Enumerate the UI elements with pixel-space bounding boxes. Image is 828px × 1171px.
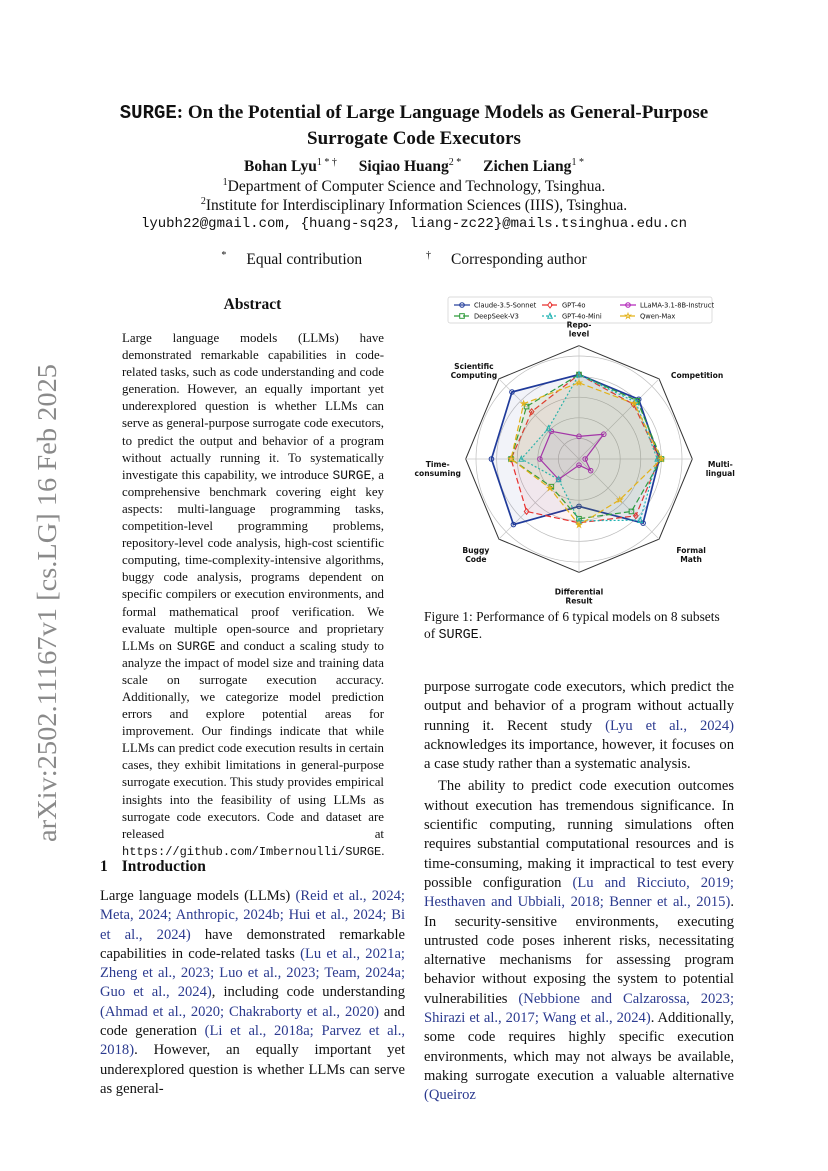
chart-series (489, 372, 664, 528)
radar-chart (414, 296, 735, 606)
text-run: The ability to predict code execution outcomes without execution has tremendous significance. In scientific computing, running simulations often requires substantial computational resources and is time-consuming, making it impractical to test every possible configuration (424, 778, 734, 891)
citation-link[interactable]: (Ahmad et al., 2020; Chakraborty et al., 2020) (100, 1003, 380, 1020)
chart-legend (448, 297, 714, 323)
author: Siqiao Huang$^{2 *}$ (358, 157, 462, 176)
continued-paragraph (424, 678, 734, 774)
text-run: , including code understanding (211, 984, 405, 1001)
equal-contribution-note: * Equal contribution (221, 250, 363, 269)
affiliation-1: $^1$Department of Computer Science and Technology, Tsinghua. (222, 177, 606, 196)
legend-label: Claude-3.5-Sonnet (474, 301, 537, 310)
author: Bohan Lyu$^{1 * \dagger}$ (244, 157, 337, 176)
title-line2: Surrogate Code Executors (307, 128, 521, 149)
arxiv-identifier: arXiv:2502.11167v1 [cs.LG] 16 Feb 2025 (32, 388, 62, 842)
legend-label: Qwen-Max (640, 312, 676, 321)
text-run: purpose surrogate code executors, which predict the output and behavior of a program without actually running it. Recent study (424, 679, 734, 734)
introduction-paragraph (100, 887, 405, 1099)
citation-link[interactable]: (Nebbione and Calzarossa, 2023; Shirazi et al., 2017; Wang et al., 2024) (424, 990, 734, 1027)
axis-label: Scientific Computing (450, 361, 498, 380)
text-run: . However, an equally important yet underexplored question is whether LLMs can serve as general- (100, 1042, 405, 1097)
citation-link[interactable]: (Lu et al., 2021a; Zheng et al., 2023; Luo et al., 2023; Team, 2024a; Guo et al., 2024) (100, 945, 405, 1001)
text-run: . In security-sensitive environments, executing untrusted code poses inherent risks, necessitating alternative mechanisms for assessing program behavior without exposing the system to potential vulnerabilities (424, 894, 734, 1007)
affiliation-2: $^2$Institute for Interdisciplinary Information Sciences (IIIS), Tsinghua. (200, 196, 628, 215)
legend-label: GPT-4o (562, 301, 586, 310)
title-line1: : On the Potential of Large Language Models as General-Purpose (176, 102, 709, 123)
significance-paragraph (424, 777, 734, 1105)
arxiv-side-stamp (18, 360, 68, 850)
axis-label: Time-consuming (414, 460, 461, 478)
legend-label: LLaMA-3.1-8B-Instruct (640, 301, 715, 310)
figure-caption: Figure 1: Performance of 6 typical models on 8 subsets of SURGE. (424, 609, 720, 643)
text-run: acknowledges its importance, however, it focuses on a case study rather than a systematic analysis. (424, 736, 734, 773)
author-list (90, 157, 738, 176)
radar-chart-figure (414, 296, 735, 606)
text-run: have demonstrated remarkable capabilities in code-related tasks (100, 926, 405, 962)
axis-label: Repo-level (566, 320, 592, 339)
corresponding-author-note: † Corresponding author (426, 250, 587, 269)
paper-title (90, 100, 738, 151)
title-surge: SURGE (119, 102, 177, 124)
text-run: Large language models (LLMs) (100, 888, 296, 904)
legend-label: GPT-4o-Mini (562, 312, 602, 321)
citation-link[interactable]: (Lu and Ricciuto, 2019; Hesthaven and Ubbiali, 2018; Benner et al., 2015) (424, 874, 734, 911)
legend-label: DeepSeek-V3 (474, 312, 519, 321)
author: Zichen Liang$^{1 *}$ (483, 157, 584, 176)
citation-link[interactable]: (Reid et al., 2024; Meta, 2024; Anthropic, 2024b; Hui et al., 2024; Bi et al., 2024) (100, 888, 405, 943)
text-run: and code generation (100, 1003, 405, 1040)
author-emails: lyubh22@gmail.com, {huang-sq23, liang-zc22}@mails.tsinghua.edu.cn (140, 216, 688, 232)
axis-label: Multi-lingual (705, 460, 735, 478)
abstract-text: Large language models (LLMs) have demonstrated remarkable capabilities in code-related tasks, such as code understanding and code generation. However, an equally important yet underexplored question is whether LLMs can serve as general-purpose surrogate code executors, to predict the output and behavior of a program without actually running it. To systematically investigate this capability, we introduce SURGE, a comprehensive benchmark covering eight key aspects: multi-language programming tasks, competition-level programming problems, repository-level code analysis, high-cost scientific computing, time-complexity-intensive algorithms, buggy code analysis, programs dependent on specific compilers or execution environments, and formal mathematical proof verification. We evaluate multiple open-source and proprietary LLMs on SURGE and conduct a scaling study to analyze the impact of model size and training data scale on surrogate execution accuracy. Additionally, we categorize model prediction errors and explore potential areas for improvement. Our findings indicate that while LLMs can predict code execution results in certain cases, they exhibit limitations in general-purpose surrogate execution. This study provides empirical insights into the feasibility of using LLMs as surrogate code executors. Code and dataset are released at https://github.com/Imbernoulli/SURGE. (122, 331, 385, 859)
abstract-heading: Abstract (223, 296, 282, 313)
section-heading-introduction: 1 Introduction (100, 858, 206, 875)
text-run: . Additionally, some code requires highly specific execution environments, which may not always be available, making surrogate execution a valuable alternative (424, 1010, 734, 1084)
introduction-text (100, 887, 405, 1099)
citation-link[interactable]: (Li et al., 2018a; Parvez et al., 2018) (100, 1023, 405, 1059)
axis-label: Differential Result (554, 587, 604, 606)
axis-label: Formal Math (676, 546, 706, 565)
right-column-text (424, 678, 734, 1106)
axis-label: Competition (670, 370, 724, 380)
author-notes (90, 250, 738, 269)
repo-link[interactable]: https://github.com/Imbernoulli/SURGE (122, 844, 382, 859)
citation-link[interactable]: (Queiroz (424, 1087, 476, 1104)
axis-label: Buggy Code (462, 546, 490, 565)
citation-link[interactable]: (Lyu et al., 2024) (605, 717, 734, 734)
